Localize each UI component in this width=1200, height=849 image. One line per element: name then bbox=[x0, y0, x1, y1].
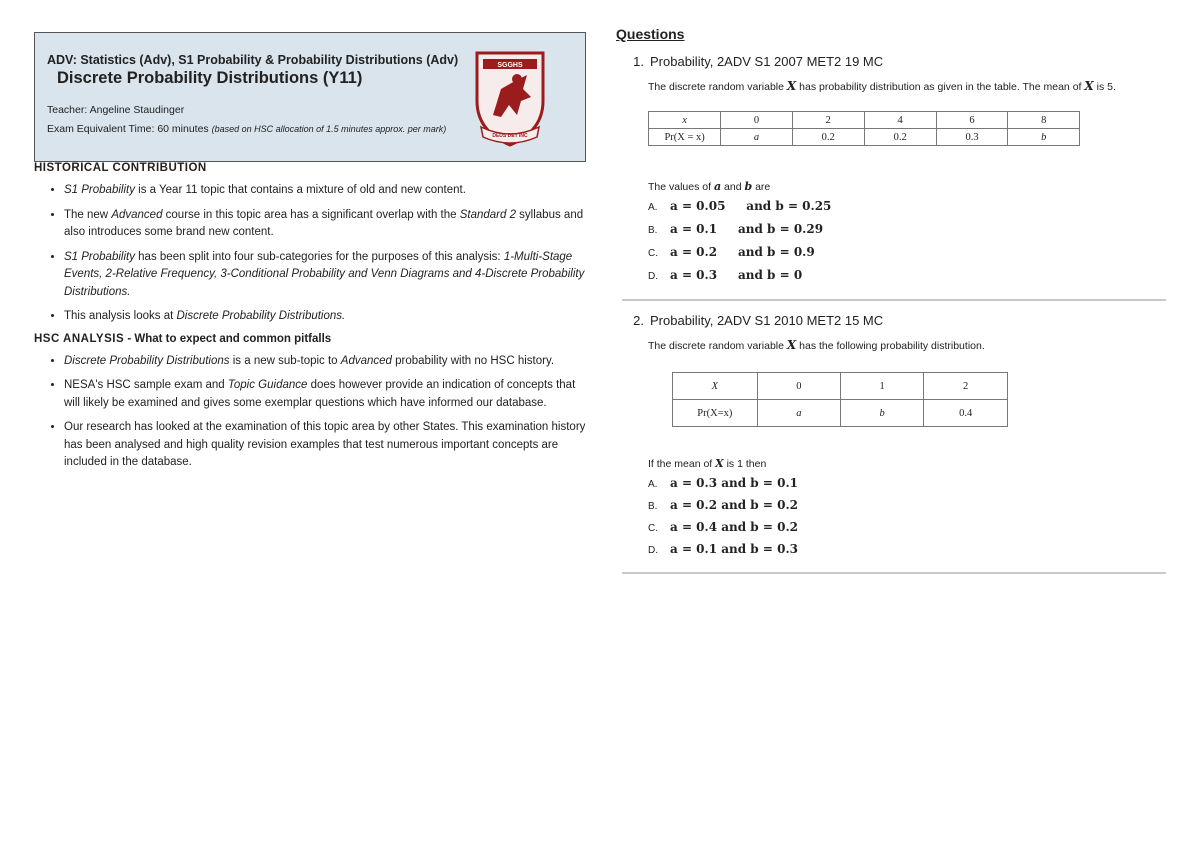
emphasis: Advanced bbox=[111, 208, 163, 221]
text: has the following probability distribution. bbox=[796, 340, 985, 352]
emphasis: Discrete Probability Distributions. bbox=[176, 310, 346, 322]
answer-option-b[interactable] bbox=[648, 222, 1168, 245]
option-label: C. bbox=[648, 248, 658, 259]
text: course in this topic area has a significant overlap with the bbox=[162, 208, 460, 221]
exam-time-value: 60 minutes bbox=[157, 123, 209, 135]
question-2-distribution-table bbox=[672, 372, 1008, 427]
math-var: X bbox=[786, 79, 797, 93]
emphasis: 1-Multi-Stage Events, 2-Relative Frequency, 3-Conditional Probability and Venn Diagrams and 4-Discrete Probability Distributions. bbox=[64, 250, 585, 298]
answer-option-b[interactable] bbox=[648, 498, 1168, 520]
divider bbox=[622, 572, 1166, 574]
list-item bbox=[64, 377, 586, 412]
option-text: a = 0.2 and b = 0.9 bbox=[670, 245, 815, 259]
table-cell: 0.2 bbox=[792, 129, 864, 146]
math-var: X bbox=[786, 338, 797, 352]
text: has been split into four sub-categories for the purposes of this analysis: bbox=[134, 250, 504, 263]
question-2-stem bbox=[648, 338, 1168, 354]
text: This analysis looks at bbox=[64, 310, 177, 322]
answer-option-d[interactable] bbox=[648, 542, 1168, 564]
question-source: Probability, 2ADV S1 2007 MET2 19 MC bbox=[650, 54, 884, 69]
page-title: Discrete Probability Distributions (Y11) bbox=[57, 69, 363, 87]
question-number: 1. bbox=[633, 54, 644, 69]
answer-option-a[interactable] bbox=[648, 476, 1168, 498]
question-1-stem bbox=[648, 79, 1168, 95]
text: probability with no HSC history. bbox=[391, 354, 555, 367]
teacher-name: Angeline Staudinger bbox=[89, 104, 185, 116]
table-cell: 2 bbox=[792, 112, 864, 129]
table-cell: 8 bbox=[1008, 112, 1080, 129]
question-2-prompt bbox=[648, 457, 1168, 470]
question-1-options bbox=[648, 199, 1168, 291]
text: is a Year 11 topic that contains a mixture of old and new content. bbox=[134, 184, 466, 196]
course-name: ADV: Statistics (Adv), S1 Probability & Probability Distributions (Adv) bbox=[47, 53, 459, 67]
table-cell: a bbox=[721, 129, 792, 146]
table-cell: 4 bbox=[864, 112, 936, 129]
text: is a new sub-topic to bbox=[229, 354, 341, 367]
answer-option-c[interactable] bbox=[648, 520, 1168, 542]
table-cell: 0.3 bbox=[936, 129, 1008, 146]
emphasis: Standard 2 bbox=[459, 208, 516, 221]
list-item bbox=[64, 207, 586, 242]
course-header bbox=[34, 32, 586, 162]
option-text: a = 0.05 and b = 0.25 bbox=[670, 199, 832, 213]
list-item: • Our research has looked at the examination of this topic area by other States. This examination history has been analysed and high quality revision examples that test numerous important concepts are included in the database. bbox=[64, 419, 586, 472]
table-cell: a bbox=[757, 400, 840, 427]
text: syllabus and also introduces some brand new content. bbox=[64, 208, 584, 238]
question-1-prompt bbox=[648, 180, 1168, 193]
question-1-title bbox=[616, 54, 1168, 69]
option-label: A. bbox=[648, 202, 658, 213]
table-cell: x bbox=[649, 112, 721, 129]
svg-text:DEUS DET INC: DEUS DET INC bbox=[492, 133, 528, 139]
option-text: a = 0.4 and b = 0.2 bbox=[670, 520, 798, 534]
emphasis: S1 Probability bbox=[64, 250, 135, 263]
table-cell: 0.4 bbox=[924, 400, 1008, 427]
list-item bbox=[64, 249, 586, 302]
table-cell: 2 bbox=[924, 373, 1008, 400]
hsc-heading-sub: - What to expect and common pitfalls bbox=[124, 332, 332, 345]
table-cell: 0 bbox=[757, 373, 840, 400]
left-column bbox=[34, 32, 586, 479]
option-text: a = 0.1 and b = 0.3 bbox=[670, 542, 798, 556]
teacher-label: Teacher: bbox=[47, 104, 88, 116]
emphasis: Discrete Probability Distributions bbox=[64, 354, 230, 367]
table-cell: 0 bbox=[721, 112, 792, 129]
hsc-heading-text: HSC ANALYSIS bbox=[34, 332, 125, 345]
option-label: B. bbox=[648, 225, 658, 236]
table-cell: X bbox=[673, 373, 758, 400]
text: The discrete random variable bbox=[648, 81, 787, 93]
list-item bbox=[64, 182, 586, 200]
text: The new bbox=[64, 208, 112, 221]
table-row bbox=[673, 400, 1008, 427]
math-var: X bbox=[1084, 79, 1094, 93]
table-row bbox=[673, 373, 1008, 400]
text: and bbox=[721, 181, 745, 193]
text: does however provide an indication of concepts that will likely be examined and gives some exemplar questions which have informed our database. bbox=[64, 379, 576, 409]
question-2-title bbox=[616, 313, 1168, 328]
option-text: a = 0.3 and b = 0 bbox=[670, 268, 803, 282]
divider bbox=[622, 299, 1166, 301]
text: The values of bbox=[648, 181, 714, 193]
historical-list bbox=[34, 182, 586, 326]
text: is 1 then bbox=[723, 458, 767, 470]
table-cell: b bbox=[1008, 129, 1080, 146]
list-item bbox=[64, 308, 586, 326]
question-number: 2. bbox=[633, 313, 644, 328]
text: are bbox=[752, 181, 771, 193]
option-label: B. bbox=[648, 501, 658, 512]
hsc-analysis-heading bbox=[34, 333, 586, 345]
option-label: D. bbox=[648, 545, 658, 556]
table-cell: 1 bbox=[841, 373, 924, 400]
emphasis: S1 Probability bbox=[64, 184, 135, 196]
exam-time-note: (based on HSC allocation of 1.5 minutes approx. per mark) bbox=[211, 124, 447, 134]
option-text: a = 0.3 and b = 0.1 bbox=[670, 476, 798, 490]
hsc-list bbox=[34, 353, 586, 472]
math-var: a bbox=[713, 180, 722, 193]
emphasis: Topic Guidance bbox=[227, 379, 308, 391]
table-cell: Pr(X = x) bbox=[649, 129, 721, 146]
table-row bbox=[649, 112, 1080, 129]
answer-option-a[interactable] bbox=[648, 199, 1168, 222]
table-cell: b bbox=[841, 400, 924, 427]
text: NESA's HSC sample exam and bbox=[64, 379, 228, 391]
option-label: A. bbox=[648, 479, 658, 490]
option-label: C. bbox=[648, 523, 658, 534]
answer-option-c[interactable] bbox=[648, 245, 1168, 268]
text: is 5. bbox=[1093, 81, 1116, 93]
questions-column bbox=[616, 26, 1168, 574]
text: has probability distribution as given in the table. The mean of bbox=[796, 81, 1085, 93]
table-cell: 0.2 bbox=[864, 129, 936, 146]
math-var: b bbox=[744, 180, 753, 193]
table-row bbox=[649, 129, 1080, 146]
svg-text:SGGHS: SGGHS bbox=[497, 62, 523, 69]
question-source: Probability, 2ADV S1 2010 MET2 15 MC bbox=[650, 313, 884, 328]
text: If the mean of bbox=[648, 458, 716, 470]
answer-option-d[interactable] bbox=[648, 268, 1168, 291]
question-2-options bbox=[648, 476, 1168, 564]
table-cell: 6 bbox=[936, 112, 1008, 129]
questions-heading: Questions bbox=[616, 26, 685, 42]
math-var: X bbox=[715, 457, 724, 470]
historical-heading: HISTORICAL CONTRIBUTION bbox=[34, 162, 207, 174]
option-text: a = 0.2 and b = 0.2 bbox=[670, 498, 798, 512]
exam-time-label: Exam Equivalent Time: bbox=[47, 123, 155, 135]
emphasis: Advanced bbox=[340, 354, 392, 367]
exam-time-line bbox=[47, 122, 467, 137]
school-crest-logo bbox=[471, 45, 549, 149]
table-cell: Pr(X=x) bbox=[673, 400, 758, 427]
list-item bbox=[64, 353, 586, 371]
option-label: D. bbox=[648, 271, 658, 282]
question-1-distribution-table bbox=[648, 111, 1080, 146]
text: The discrete random variable bbox=[648, 340, 787, 352]
option-text: a = 0.1 and b = 0.29 bbox=[670, 222, 824, 236]
